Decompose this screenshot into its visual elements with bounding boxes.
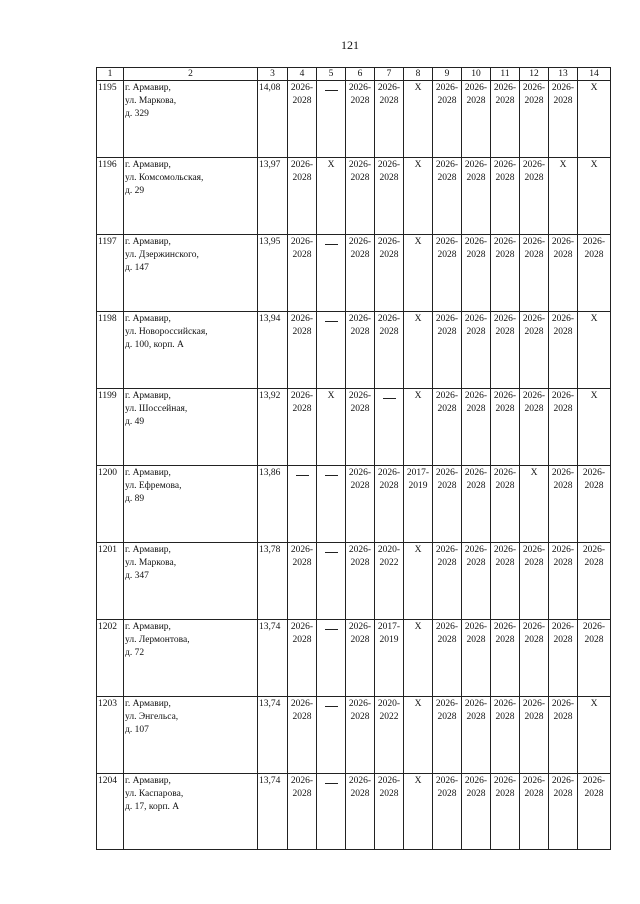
page-number: 121 [341,38,359,52]
address-line: ул. Новороссийская, [125,327,208,337]
period-cell: 2026-2028 [549,235,578,312]
period-cell: 2026-2028 [549,389,578,466]
address-cell [124,543,258,620]
period-cell: 2026-2028 [491,466,520,543]
period-cell: 2026-2028 [549,312,578,389]
header-cell: 1 [97,68,124,81]
period-cell: 2026-2028 [549,81,578,158]
table-row [97,774,611,850]
address-cell [124,235,258,312]
period-cell: 2026-2028 [433,697,462,774]
row-number: 1204 [97,774,124,850]
period-cell: 2026-2028 [375,81,404,158]
period-cell: Х [404,158,433,235]
address-line: г. Армавир, [125,776,171,786]
dash-cell [317,81,346,158]
period-cell: 2026-2028 [433,774,462,850]
period-cell: 2026-2028 [375,235,404,312]
address-line: д. 347 [125,571,149,581]
address-line: д. 72 [125,648,145,658]
period-cell: 2026-2028 [520,81,549,158]
period-cell: 2026-2028 [549,774,578,850]
period-cell: 2026-2028 [288,697,317,774]
address-cell [124,312,258,389]
dash-mark [325,629,338,630]
period-cell: 2026-2028 [346,697,375,774]
period-cell: 2026-2028 [346,774,375,850]
period-cell: 2026-2028 [520,389,549,466]
dash-cell [317,312,346,389]
period-cell: 2026-2028 [491,697,520,774]
dash-mark [325,552,338,553]
period-cell: 2026-2028 [346,620,375,697]
address-cell [124,774,258,850]
period-cell: 2026-2028 [288,543,317,620]
dash-mark [296,475,309,476]
value-cell: 13,94 [258,312,288,389]
period-cell: 2026-2028 [491,312,520,389]
address-line: д. 17, корп. А [125,802,180,812]
period-cell: 2026-2028 [433,158,462,235]
header-cell: 7 [375,68,404,81]
address-line: д. 89 [125,494,145,504]
header-cell: 8 [404,68,433,81]
period-cell: 2017-2019 [404,466,433,543]
period-cell: Х [520,466,549,543]
row-number: 1198 [97,312,124,389]
period-cell: 2026-2028 [288,620,317,697]
period-cell: 2026-2028 [520,543,549,620]
period-cell: 2026-2028 [288,774,317,850]
period-cell: 2026-2028 [433,389,462,466]
period-cell: 2026-2028 [346,389,375,466]
header-cell: 2 [124,68,258,81]
address-line: д. 29 [125,186,145,196]
period-cell: Х [404,620,433,697]
period-cell: Х [404,543,433,620]
address-cell [124,389,258,466]
address-cell [124,466,258,543]
row-number: 1199 [97,389,124,466]
dash-cell [317,697,346,774]
period-cell: 2026-2028 [491,543,520,620]
dash-cell [317,774,346,850]
period-cell: 2026-2028 [346,81,375,158]
period-cell: 2026-2028 [578,774,611,850]
header-cell: 12 [520,68,549,81]
period-cell: Х [317,158,346,235]
period-cell: 2017-2019 [375,620,404,697]
row-number: 1197 [97,235,124,312]
address-line: г. Армавир, [125,83,171,93]
address-line: ул. Маркова, [125,558,177,568]
period-cell: 2026-2028 [549,697,578,774]
period-cell: 2026-2028 [491,620,520,697]
dash-cell [317,620,346,697]
dash-mark [325,783,338,784]
address-line: г. Армавир, [125,545,171,555]
period-cell: 2026-2028 [288,312,317,389]
address-line: ул. Маркова, [125,96,177,106]
address-line: г. Армавир, [125,237,171,247]
period-cell: 2026-2028 [462,466,491,543]
header-cell: 10 [462,68,491,81]
period-cell: 2026-2028 [462,158,491,235]
period-cell: 2026-2028 [520,312,549,389]
table-row [97,620,611,697]
dash-mark [325,475,338,476]
table-row [97,389,611,466]
period-cell: Х [404,774,433,850]
period-cell: Х [578,158,611,235]
header-cell: 3 [258,68,288,81]
header-cell: 13 [549,68,578,81]
table-row [97,466,611,543]
table-row [97,158,611,235]
period-cell: Х [404,389,433,466]
address-line: г. Армавир, [125,314,171,324]
row-number: 1203 [97,697,124,774]
period-cell: 2026-2028 [288,81,317,158]
period-cell: 2026-2028 [578,466,611,543]
period-cell: 2026-2028 [462,620,491,697]
value-cell: 13,74 [258,620,288,697]
period-cell: 2026-2028 [375,466,404,543]
dash-cell [317,543,346,620]
value-cell: 13,95 [258,235,288,312]
period-cell: Х [578,81,611,158]
address-line: г. Армавир, [125,160,171,170]
period-cell: 2026-2028 [491,389,520,466]
address-line: г. Армавир, [125,699,171,709]
period-cell: Х [317,389,346,466]
period-cell: 2026-2028 [491,235,520,312]
row-number: 1200 [97,466,124,543]
period-cell: Х [549,158,578,235]
dash-cell [288,466,317,543]
period-cell: 2026-2028 [288,235,317,312]
period-cell: Х [578,312,611,389]
period-cell: 2026-2028 [433,81,462,158]
period-cell: Х [404,81,433,158]
period-cell: 2026-2028 [520,235,549,312]
address-line: д. 329 [125,109,149,119]
period-cell: 2026-2028 [346,235,375,312]
header-cell: 14 [578,68,611,81]
period-cell: 2026-2028 [375,312,404,389]
address-line: г. Армавир, [125,391,171,401]
period-cell: 2026-2028 [462,235,491,312]
period-cell: 2026-2028 [462,697,491,774]
dash-mark [325,321,338,322]
period-cell: 2026-2028 [520,774,549,850]
header-cell: 5 [317,68,346,81]
header-cell: 4 [288,68,317,81]
period-cell: Х [578,697,611,774]
period-cell: 2026-2028 [288,389,317,466]
header-cell: 11 [491,68,520,81]
dash-mark [325,244,338,245]
address-cell [124,697,258,774]
value-cell: 13,74 [258,774,288,850]
header-row [97,68,611,81]
address-line: д. 147 [125,263,149,273]
dash-mark [325,706,338,707]
address-line: д. 49 [125,417,145,427]
value-cell: 13,86 [258,466,288,543]
period-cell: 2026-2028 [549,620,578,697]
period-cell: 2026-2028 [491,81,520,158]
period-cell: 2026-2028 [520,620,549,697]
dash-cell [317,235,346,312]
period-cell: 2026-2028 [491,158,520,235]
period-cell: 2026-2028 [288,158,317,235]
period-cell: Х [578,389,611,466]
value-cell: 14,08 [258,81,288,158]
table-row [97,235,611,312]
address-line: г. Армавир, [125,622,171,632]
period-cell: 2026-2028 [462,81,491,158]
period-cell: 2026-2028 [433,466,462,543]
address-cell [124,81,258,158]
dash-mark [325,90,338,91]
value-cell: 13,97 [258,158,288,235]
period-cell: 2026-2028 [375,774,404,850]
period-cell: 2026-2028 [520,158,549,235]
table-row [97,312,611,389]
period-cell: 2026-2028 [375,158,404,235]
address-cell [124,620,258,697]
table-row [97,81,611,158]
value-cell: 13,78 [258,543,288,620]
period-cell: 2026-2028 [433,312,462,389]
period-cell: Х [404,312,433,389]
address-line: ул. Шоссейная, [125,404,188,414]
address-cell [124,158,258,235]
dash-cell [317,466,346,543]
table-row [97,543,611,620]
period-cell: 2026-2028 [462,312,491,389]
row-number: 1202 [97,620,124,697]
period-cell: 2026-2028 [549,466,578,543]
address-line: д. 107 [125,725,149,735]
period-cell: 2026-2028 [520,697,549,774]
period-cell: 2026-2028 [346,158,375,235]
period-cell: 2026-2028 [462,543,491,620]
address-line: г. Армавир, [125,468,171,478]
row-number: 1195 [97,81,124,158]
address-line: ул. Каспарова, [125,789,184,799]
period-cell: 2026-2028 [346,543,375,620]
period-cell: 2026-2028 [578,235,611,312]
header-cell: 6 [346,68,375,81]
table-row [97,697,611,774]
period-cell: 2026-2028 [491,774,520,850]
period-cell: 2026-2028 [462,389,491,466]
address-line: ул. Лермонтова, [125,635,190,645]
dash-mark [383,398,396,399]
row-number: 1201 [97,543,124,620]
address-line: д. 100, корп. А [125,340,184,350]
period-cell: Х [404,235,433,312]
period-cell: 2026-2028 [433,235,462,312]
address-line: ул. Энгельса, [125,712,179,722]
address-line: ул. Дзержинского, [125,250,199,260]
dash-cell [375,389,404,466]
value-cell: 13,74 [258,697,288,774]
period-cell: 2026-2028 [549,543,578,620]
period-cell: 2026-2028 [578,543,611,620]
period-cell: Х [404,697,433,774]
address-line: ул. Ефремова, [125,481,182,491]
row-number: 1196 [97,158,124,235]
period-cell: 2026-2028 [346,312,375,389]
period-cell: 2026-2028 [433,620,462,697]
value-cell: 13,92 [258,389,288,466]
address-line: ул. Комсомольская, [125,173,204,183]
period-cell: 2026-2028 [433,543,462,620]
period-cell: 2020-2022 [375,543,404,620]
period-cell: 2020-2022 [375,697,404,774]
period-cell: 2026-2028 [346,466,375,543]
period-cell: 2026-2028 [578,620,611,697]
data-table [96,67,611,850]
header-cell: 9 [433,68,462,81]
period-cell: 2026-2028 [462,774,491,850]
